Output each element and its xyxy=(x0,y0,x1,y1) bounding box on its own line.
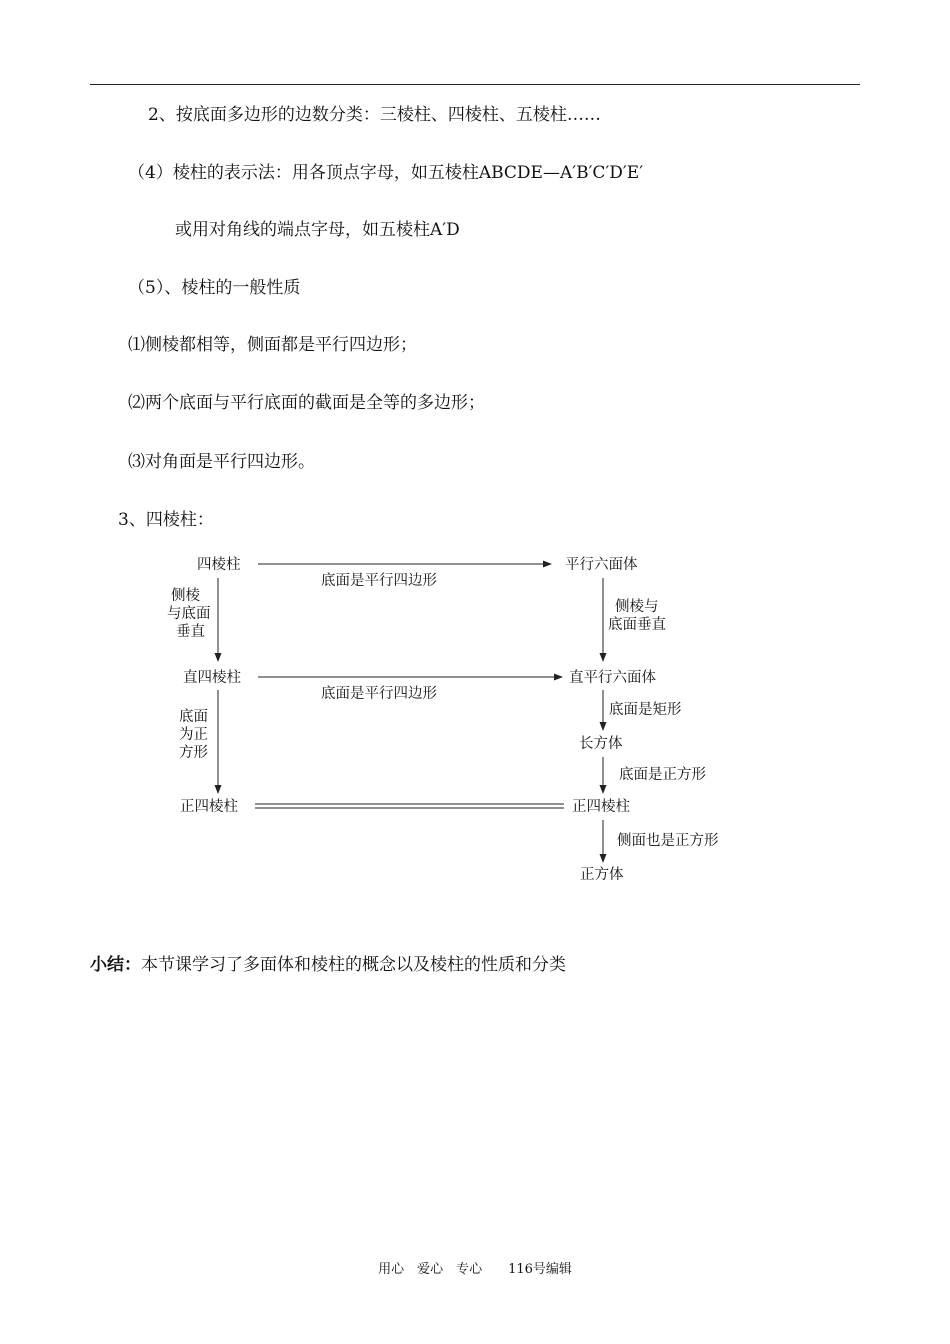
label-base-square-right: 底面是正方形 xyxy=(619,767,706,783)
diagonal-notation-line: 或用对角线的端点字母，如五棱柱A′D xyxy=(175,220,460,240)
label-base-square-2: 为正 xyxy=(179,727,208,743)
label-base-square-3: 方形 xyxy=(179,745,208,761)
label-base-parallelogram-1: 底面是平行四边形 xyxy=(321,573,437,589)
summary-line xyxy=(90,954,566,976)
label-lateral-edge-1: 侧棱 xyxy=(171,588,200,604)
classification-line: 2、按底面多边形的边数分类：三棱柱、四棱柱、五棱柱…… xyxy=(148,105,601,125)
node-cuboid: 长方体 xyxy=(579,736,623,752)
node-quadrangular-prism: 四棱柱 xyxy=(197,557,241,573)
node-right-parallelepiped: 直平行六面体 xyxy=(569,670,656,686)
label-base-rectangle: 底面是矩形 xyxy=(609,702,682,718)
label-lateral-square: 侧面也是正方形 xyxy=(617,833,719,849)
node-regular-quadrangular-prism-left: 正四棱柱 xyxy=(180,799,238,815)
page-footer: 用心 爱心 专心 116号编辑 xyxy=(378,1262,572,1277)
summary-text: 本节课学习了多面体和棱柱的概念以及棱柱的性质和分类 xyxy=(141,955,566,975)
label-base-square-1: 底面 xyxy=(179,709,208,725)
notation-line: （4）棱柱的表示法：用各顶点字母，如五棱柱ABCDE—A′B′C′D′E′ xyxy=(128,163,644,183)
label-lateral-edge-2: 与底面 xyxy=(167,606,211,622)
label-lateral-perpendicular-1: 侧棱与 xyxy=(615,599,659,615)
label-base-parallelogram-2: 底面是平行四边形 xyxy=(321,686,437,702)
node-regular-quadrangular-prism-right: 正四棱柱 xyxy=(572,799,630,815)
property-3: ⑶对角面是平行四边形。 xyxy=(128,452,315,472)
node-parallelepiped: 平行六面体 xyxy=(565,557,638,573)
quadrangular-prism-heading: 3、四棱柱： xyxy=(118,510,214,530)
node-cube: 正方体 xyxy=(580,867,624,883)
label-lateral-perpendicular-2: 底面垂直 xyxy=(608,617,666,633)
label-lateral-edge-3: 垂直 xyxy=(176,624,205,640)
properties-heading: （5）、棱柱的一般性质 xyxy=(128,278,301,298)
node-right-quadrangular-prism: 直四棱柱 xyxy=(183,670,241,686)
property-2: ⑵两个底面与平行底面的截面是全等的多边形； xyxy=(128,393,485,413)
property-1: ⑴侧棱都相等，侧面都是平行四边形； xyxy=(128,335,417,355)
summary-label: 小结： xyxy=(90,955,141,975)
